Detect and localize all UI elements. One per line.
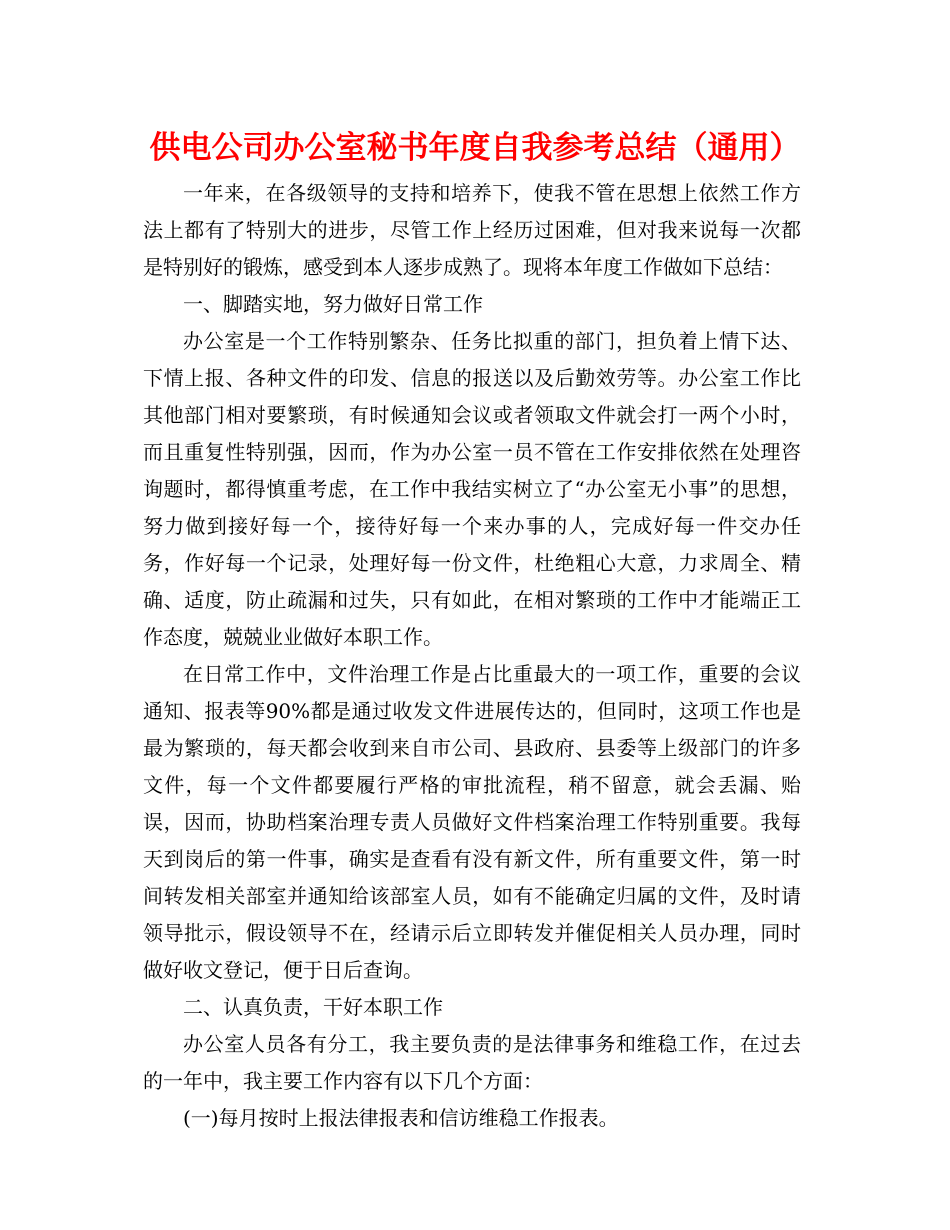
paragraph-office-work: 办公室是一个工作特别繁杂、任务比拟重的部门，担负着上情下达、下情上报、各种文件的印发、信息的报送以及后勤效劳等。办公室工作比其他部门相对要繁琐，有时候通知会议或者领取文件就会打一两个小时，而且重复性特别强，因而，作为办公室一员不管在工作安排依然在处理咨询题时，都得慎重考虑，在工作中我结实树立了“办公室无小事”的思想，努力做到接好每一个，接待好每一个来办事的人，完成好每一件交办任务，作好每一个记录，处理好每一份文件，杜绝粗心大意，力求周全、精确、适度，防止疏漏和过失，只有如此，在相对繁琐的工作中才能端正工作态度，兢兢业业做好本职工作。 — [143, 329, 801, 649]
section-heading-1: 一、脚踏实地，努力做好日常工作 — [183, 292, 483, 316]
paragraph-document-management: 在日常工作中，文件治理工作是占比重最大的一项工作，重要的会议通知、报表等90%都是通过收发文件进展传达的，但同时，这项工作也是最为繁琐的，每天都会收到来自市公司、县政府、县委等上级部门的许多文件，每一个文件都要履行严格的审批流程，稍不留意，就会丢漏、贻误，因而，协助档案治理专责人员做好文件档案治理工作特别重要。我每天到岗后的第一件事，确实是查看有没有新文件，所有重要文件，第一时间转发相关部室并通知给该部室人员，如有不能确定归属的文件，及时请领导批示，假设领导不在，经请示后立即转发并催促相关人员办理，同时做好收文登记，便于日后查询。 — [143, 662, 801, 982]
document-title: 供电公司办公室秘书年度自我参考总结（通用） — [149, 130, 801, 166]
section-heading-2: 二、认真负责，干好本职工作 — [183, 995, 443, 1019]
document-body — [143, 175, 801, 1137]
paragraph-intro: 一年来，在各级领导的支持和培养下，使我不管在思想上依然工作方法上都有了特别大的进步，尽管工作上经历过困难，但对我来说每一次都是特别好的锻炼，感受到本人逐步成熟了。现将本年度工作做如下总结： — [143, 181, 801, 279]
list-item-1: (一)每月按时上报法律报表和信访维稳工作报表。 — [183, 1106, 619, 1130]
paragraph-duties: 办公室人员各有分工，我主要负责的是法律事务和维稳工作，在过去的一年中，我主要工作内容有以下几个方面： — [143, 1032, 801, 1093]
